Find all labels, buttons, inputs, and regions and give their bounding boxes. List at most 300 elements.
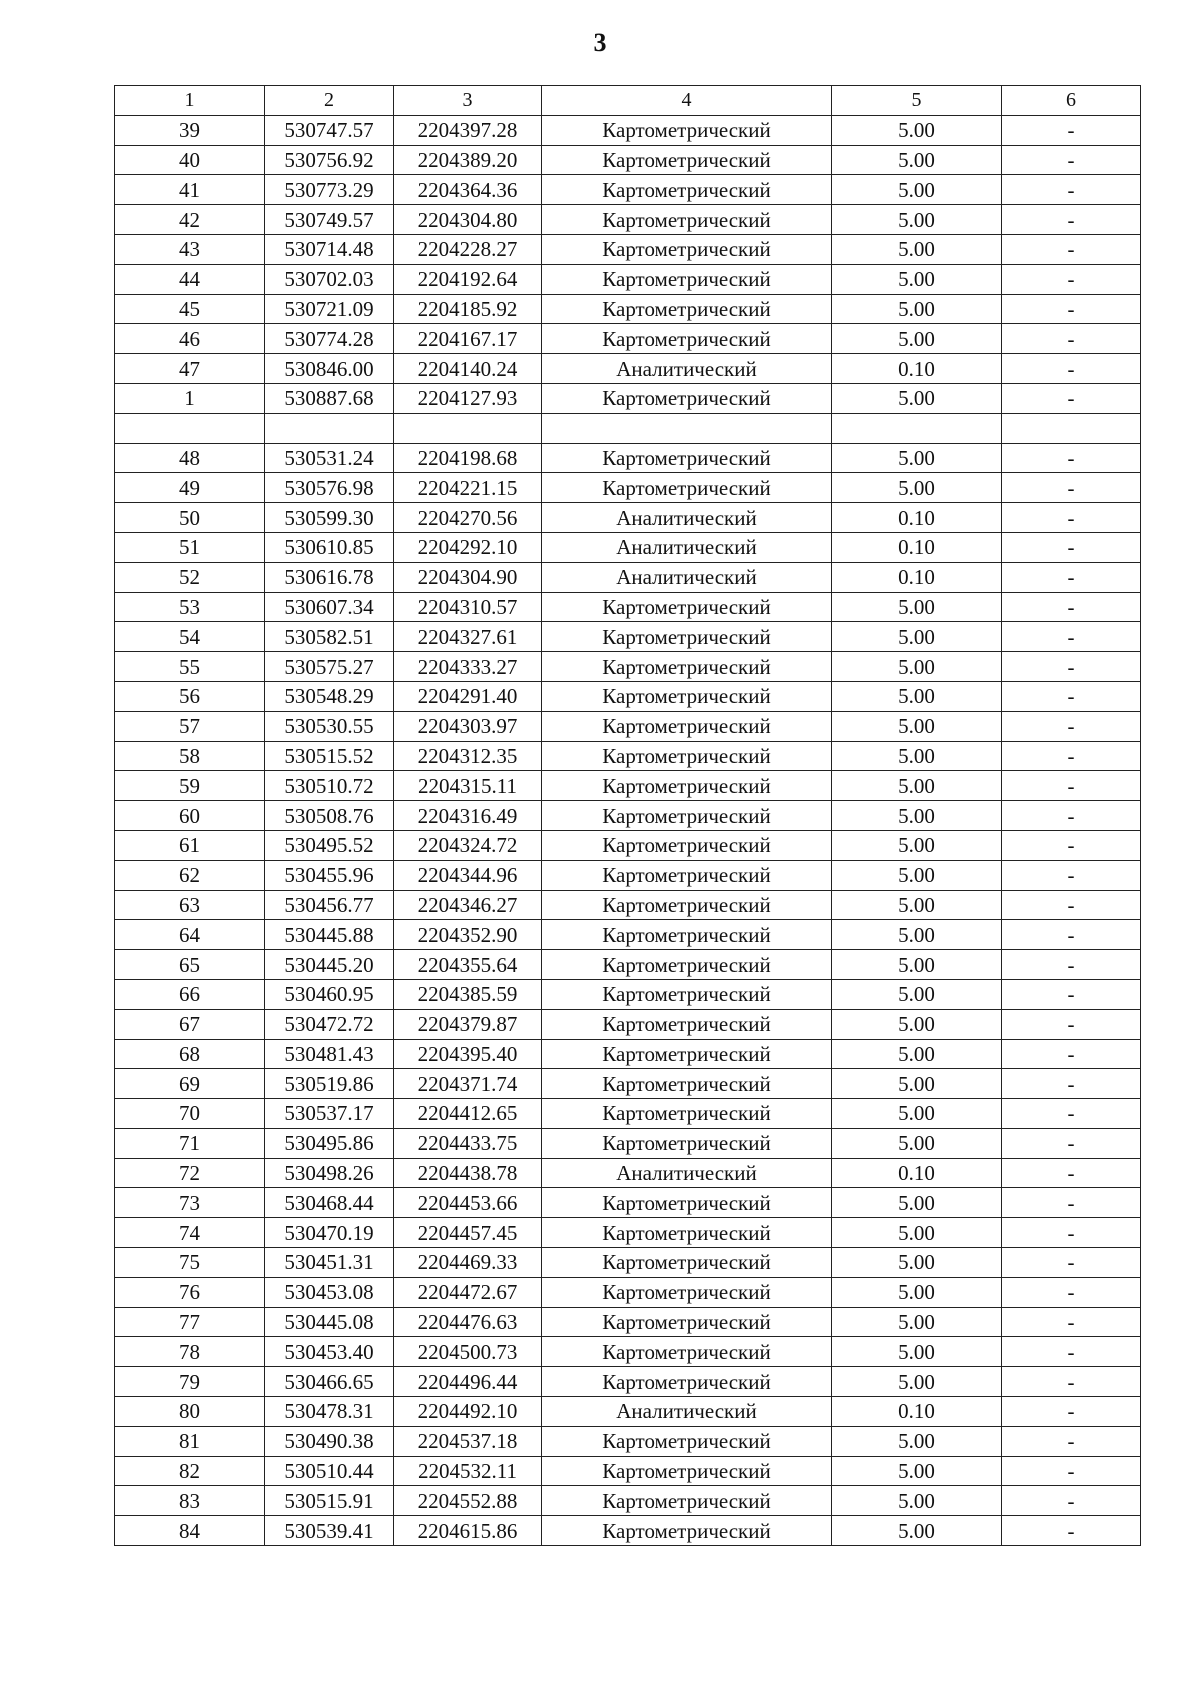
x-coordinate-cell: 530460.95	[265, 979, 394, 1009]
table-row	[115, 1516, 1141, 1546]
accuracy-cell: 5.00	[832, 681, 1002, 711]
accuracy-cell: 5.00	[832, 443, 1002, 473]
note-cell: -	[1002, 1277, 1141, 1307]
method-cell: Картометрический	[542, 592, 832, 622]
y-coordinate-cell: 2204395.40	[394, 1039, 542, 1069]
table-row	[115, 503, 1141, 533]
x-coordinate-cell: 530445.20	[265, 950, 394, 980]
note-cell: -	[1002, 1486, 1141, 1516]
method-cell: Картометрический	[542, 234, 832, 264]
y-coordinate-cell: 2204221.15	[394, 473, 542, 503]
accuracy-cell: 5.00	[832, 383, 1002, 413]
header-cell: 3	[394, 86, 542, 116]
x-coordinate-cell: 530531.24	[265, 443, 394, 473]
method-cell: Картометрический	[542, 115, 832, 145]
y-coordinate-cell: 2204310.57	[394, 592, 542, 622]
x-coordinate-cell: 530472.72	[265, 1009, 394, 1039]
method-cell: Картометрический	[542, 1307, 832, 1337]
method-cell: Картометрический	[542, 1218, 832, 1248]
point-number-cell: 67	[115, 1009, 265, 1039]
x-coordinate-cell: 530508.76	[265, 801, 394, 831]
table-row	[115, 622, 1141, 652]
table-row	[115, 741, 1141, 771]
table-row	[115, 771, 1141, 801]
point-number-cell: 60	[115, 801, 265, 831]
x-coordinate-cell: 530468.44	[265, 1188, 394, 1218]
note-cell: -	[1002, 1188, 1141, 1218]
table-row	[115, 711, 1141, 741]
accuracy-cell: 5.00	[832, 1337, 1002, 1367]
point-number-cell: 78	[115, 1337, 265, 1367]
x-coordinate-cell: 530495.86	[265, 1128, 394, 1158]
x-coordinate-cell: 530515.52	[265, 741, 394, 771]
y-coordinate-cell: 2204476.63	[394, 1307, 542, 1337]
x-coordinate-cell: 530530.55	[265, 711, 394, 741]
x-coordinate-cell: 530445.88	[265, 920, 394, 950]
accuracy-cell: 5.00	[832, 1039, 1002, 1069]
x-coordinate-cell: 530451.31	[265, 1248, 394, 1278]
header-cell: 4	[542, 86, 832, 116]
table-row	[115, 1426, 1141, 1456]
header-cell: 1	[115, 86, 265, 116]
point-number-cell: 47	[115, 354, 265, 384]
accuracy-cell: 5.00	[832, 324, 1002, 354]
table-row	[115, 473, 1141, 503]
y-coordinate-cell	[394, 413, 542, 443]
note-cell: -	[1002, 294, 1141, 324]
x-coordinate-cell: 530519.86	[265, 1069, 394, 1099]
accuracy-cell: 5.00	[832, 950, 1002, 980]
method-cell: Картометрический	[542, 771, 832, 801]
point-number-cell: 56	[115, 681, 265, 711]
table-row	[115, 1307, 1141, 1337]
accuracy-cell: 5.00	[832, 1426, 1002, 1456]
y-coordinate-cell: 2204389.20	[394, 145, 542, 175]
x-coordinate-cell: 530774.28	[265, 324, 394, 354]
x-coordinate-cell: 530453.40	[265, 1337, 394, 1367]
point-number-cell: 74	[115, 1218, 265, 1248]
x-coordinate-cell: 530616.78	[265, 562, 394, 592]
accuracy-cell: 0.10	[832, 354, 1002, 384]
point-number-cell: 49	[115, 473, 265, 503]
x-coordinate-cell: 530575.27	[265, 652, 394, 682]
x-coordinate-cell: 530510.44	[265, 1456, 394, 1486]
method-cell: Картометрический	[542, 145, 832, 175]
method-cell: Картометрический	[542, 1128, 832, 1158]
x-coordinate-cell	[265, 413, 394, 443]
y-coordinate-cell: 2204364.36	[394, 175, 542, 205]
x-coordinate-cell: 530721.09	[265, 294, 394, 324]
method-cell	[542, 413, 832, 443]
point-number-cell: 77	[115, 1307, 265, 1337]
table-row	[115, 1218, 1141, 1248]
method-cell: Картометрический	[542, 1009, 832, 1039]
y-coordinate-cell: 2204385.59	[394, 979, 542, 1009]
table-row	[115, 443, 1141, 473]
header-cell: 5	[832, 86, 1002, 116]
y-coordinate-cell: 2204303.97	[394, 711, 542, 741]
accuracy-cell: 5.00	[832, 979, 1002, 1009]
method-cell: Картометрический	[542, 622, 832, 652]
note-cell: -	[1002, 979, 1141, 1009]
y-coordinate-cell: 2204352.90	[394, 920, 542, 950]
accuracy-cell: 5.00	[832, 115, 1002, 145]
point-number-cell: 48	[115, 443, 265, 473]
table-row	[115, 860, 1141, 890]
point-number-cell: 1	[115, 383, 265, 413]
note-cell: -	[1002, 532, 1141, 562]
point-number-cell: 58	[115, 741, 265, 771]
point-number-cell: 52	[115, 562, 265, 592]
table-row	[115, 1009, 1141, 1039]
x-coordinate-cell: 530756.92	[265, 145, 394, 175]
note-cell: -	[1002, 771, 1141, 801]
point-number-cell: 40	[115, 145, 265, 175]
table-row	[115, 1277, 1141, 1307]
table-row	[115, 1158, 1141, 1188]
method-cell: Аналитический	[542, 532, 832, 562]
note-cell: -	[1002, 503, 1141, 533]
accuracy-cell: 5.00	[832, 473, 1002, 503]
y-coordinate-cell: 2204379.87	[394, 1009, 542, 1039]
method-cell: Картометрический	[542, 920, 832, 950]
note-cell: -	[1002, 1039, 1141, 1069]
method-cell: Картометрический	[542, 1426, 832, 1456]
point-number-cell: 75	[115, 1248, 265, 1278]
accuracy-cell: 0.10	[832, 1158, 1002, 1188]
method-cell: Аналитический	[542, 503, 832, 533]
note-cell: -	[1002, 562, 1141, 592]
x-coordinate-cell: 530714.48	[265, 234, 394, 264]
x-coordinate-cell: 530749.57	[265, 205, 394, 235]
method-cell: Картометрический	[542, 1039, 832, 1069]
accuracy-cell	[832, 413, 1002, 443]
point-number-cell: 61	[115, 830, 265, 860]
point-number-cell: 42	[115, 205, 265, 235]
y-coordinate-cell: 2204438.78	[394, 1158, 542, 1188]
note-cell: -	[1002, 264, 1141, 294]
point-number-cell: 81	[115, 1426, 265, 1456]
point-number-cell: 63	[115, 890, 265, 920]
method-cell: Картометрический	[542, 205, 832, 235]
note-cell: -	[1002, 860, 1141, 890]
accuracy-cell: 5.00	[832, 652, 1002, 682]
note-cell: -	[1002, 1248, 1141, 1278]
y-coordinate-cell: 2204291.40	[394, 681, 542, 711]
y-coordinate-cell: 2204472.67	[394, 1277, 542, 1307]
y-coordinate-cell: 2204333.27	[394, 652, 542, 682]
note-cell: -	[1002, 652, 1141, 682]
accuracy-cell: 5.00	[832, 1367, 1002, 1397]
method-cell: Картометрический	[542, 741, 832, 771]
table-row	[115, 1188, 1141, 1218]
point-number-cell: 41	[115, 175, 265, 205]
table-row	[115, 1367, 1141, 1397]
point-number-cell: 50	[115, 503, 265, 533]
method-cell: Картометрический	[542, 473, 832, 503]
note-cell: -	[1002, 1218, 1141, 1248]
y-coordinate-cell: 2204453.66	[394, 1188, 542, 1218]
method-cell: Картометрический	[542, 294, 832, 324]
x-coordinate-cell: 530481.43	[265, 1039, 394, 1069]
table-row	[115, 1486, 1141, 1516]
x-coordinate-cell: 530599.30	[265, 503, 394, 533]
table-row	[115, 801, 1141, 831]
point-number-cell: 45	[115, 294, 265, 324]
header-cell: 2	[265, 86, 394, 116]
table-row	[115, 413, 1141, 443]
page-number: 3	[593, 28, 607, 57]
x-coordinate-cell: 530582.51	[265, 622, 394, 652]
point-number-cell: 72	[115, 1158, 265, 1188]
accuracy-cell: 5.00	[832, 830, 1002, 860]
table-row	[115, 1248, 1141, 1278]
y-coordinate-cell: 2204615.86	[394, 1516, 542, 1546]
y-coordinate-cell: 2204492.10	[394, 1397, 542, 1427]
note-cell: -	[1002, 711, 1141, 741]
table-row	[115, 205, 1141, 235]
note-cell: -	[1002, 175, 1141, 205]
x-coordinate-cell: 530610.85	[265, 532, 394, 562]
table-row	[115, 1039, 1141, 1069]
note-cell: -	[1002, 1069, 1141, 1099]
method-cell: Картометрический	[542, 1099, 832, 1129]
y-coordinate-cell: 2204327.61	[394, 622, 542, 652]
y-coordinate-cell: 2204469.33	[394, 1248, 542, 1278]
y-coordinate-cell: 2204316.49	[394, 801, 542, 831]
method-cell: Картометрический	[542, 1248, 832, 1278]
note-cell: -	[1002, 1516, 1141, 1546]
method-cell: Картометрический	[542, 175, 832, 205]
y-coordinate-cell: 2204346.27	[394, 890, 542, 920]
y-coordinate-cell: 2204270.56	[394, 503, 542, 533]
point-number-cell: 43	[115, 234, 265, 264]
note-cell	[1002, 413, 1141, 443]
x-coordinate-cell: 530773.29	[265, 175, 394, 205]
accuracy-cell: 5.00	[832, 920, 1002, 950]
method-cell: Картометрический	[542, 950, 832, 980]
y-coordinate-cell: 2204167.17	[394, 324, 542, 354]
y-coordinate-cell: 2204304.80	[394, 205, 542, 235]
point-number-cell: 54	[115, 622, 265, 652]
x-coordinate-cell: 530466.65	[265, 1367, 394, 1397]
point-number-cell: 59	[115, 771, 265, 801]
table-row	[115, 1456, 1141, 1486]
table-row	[115, 145, 1141, 175]
table-body	[115, 86, 1141, 1546]
y-coordinate-cell: 2204412.65	[394, 1099, 542, 1129]
x-coordinate-cell: 530478.31	[265, 1397, 394, 1427]
y-coordinate-cell: 2204192.64	[394, 264, 542, 294]
table-row	[115, 115, 1141, 145]
method-cell: Картометрический	[542, 1277, 832, 1307]
note-cell: -	[1002, 115, 1141, 145]
accuracy-cell: 5.00	[832, 1307, 1002, 1337]
y-coordinate-cell: 2204552.88	[394, 1486, 542, 1516]
accuracy-cell: 5.00	[832, 622, 1002, 652]
table-row	[115, 264, 1141, 294]
method-cell: Картометрический	[542, 1069, 832, 1099]
accuracy-cell: 5.00	[832, 1069, 1002, 1099]
note-cell: -	[1002, 741, 1141, 771]
point-number-cell: 84	[115, 1516, 265, 1546]
x-coordinate-cell: 530453.08	[265, 1277, 394, 1307]
x-coordinate-cell: 530456.77	[265, 890, 394, 920]
accuracy-cell: 0.10	[832, 1397, 1002, 1427]
method-cell: Картометрический	[542, 860, 832, 890]
note-cell: -	[1002, 920, 1141, 950]
method-cell: Картометрический	[542, 890, 832, 920]
point-number-cell: 64	[115, 920, 265, 950]
method-cell: Картометрический	[542, 1188, 832, 1218]
point-number-cell: 57	[115, 711, 265, 741]
table-row	[115, 681, 1141, 711]
table-row	[115, 1337, 1141, 1367]
table-row	[115, 562, 1141, 592]
note-cell: -	[1002, 443, 1141, 473]
note-cell: -	[1002, 354, 1141, 384]
y-coordinate-cell: 2204537.18	[394, 1426, 542, 1456]
method-cell: Картометрический	[542, 1516, 832, 1546]
accuracy-cell: 5.00	[832, 890, 1002, 920]
header-cell: 6	[1002, 86, 1141, 116]
table-row	[115, 294, 1141, 324]
accuracy-cell: 5.00	[832, 145, 1002, 175]
note-cell: -	[1002, 622, 1141, 652]
accuracy-cell: 5.00	[832, 1248, 1002, 1278]
accuracy-cell: 5.00	[832, 1099, 1002, 1129]
point-number-cell: 69	[115, 1069, 265, 1099]
point-number-cell: 76	[115, 1277, 265, 1307]
note-cell: -	[1002, 1128, 1141, 1158]
y-coordinate-cell: 2204457.45	[394, 1218, 542, 1248]
y-coordinate-cell: 2204371.74	[394, 1069, 542, 1099]
x-coordinate-cell: 530548.29	[265, 681, 394, 711]
x-coordinate-cell: 530607.34	[265, 592, 394, 622]
x-coordinate-cell: 530455.96	[265, 860, 394, 890]
x-coordinate-cell: 530470.19	[265, 1218, 394, 1248]
y-coordinate-cell: 2204433.75	[394, 1128, 542, 1158]
y-coordinate-cell: 2204397.28	[394, 115, 542, 145]
table-row	[115, 890, 1141, 920]
table-row	[115, 1128, 1141, 1158]
table-row	[115, 830, 1141, 860]
y-coordinate-cell: 2204355.64	[394, 950, 542, 980]
x-coordinate-cell: 530490.38	[265, 1426, 394, 1456]
y-coordinate-cell: 2204532.11	[394, 1456, 542, 1486]
note-cell: -	[1002, 145, 1141, 175]
note-cell: -	[1002, 1158, 1141, 1188]
method-cell: Картометрический	[542, 801, 832, 831]
accuracy-cell: 5.00	[832, 771, 1002, 801]
method-cell: Картометрический	[542, 1337, 832, 1367]
method-cell: Картометрический	[542, 1367, 832, 1397]
table-row	[115, 354, 1141, 384]
note-cell: -	[1002, 1367, 1141, 1397]
point-number-cell: 82	[115, 1456, 265, 1486]
note-cell: -	[1002, 1099, 1141, 1129]
note-cell: -	[1002, 1456, 1141, 1486]
table-row	[115, 1099, 1141, 1129]
point-number-cell: 71	[115, 1128, 265, 1158]
accuracy-cell: 0.10	[832, 532, 1002, 562]
x-coordinate-cell: 530498.26	[265, 1158, 394, 1188]
accuracy-cell: 5.00	[832, 205, 1002, 235]
note-cell: -	[1002, 1397, 1141, 1427]
point-number-cell: 70	[115, 1099, 265, 1129]
y-coordinate-cell: 2204292.10	[394, 532, 542, 562]
method-cell: Картометрический	[542, 681, 832, 711]
method-cell: Аналитический	[542, 562, 832, 592]
x-coordinate-cell: 530510.72	[265, 771, 394, 801]
method-cell: Картометрический	[542, 264, 832, 294]
method-cell: Картометрический	[542, 711, 832, 741]
x-coordinate-cell: 530576.98	[265, 473, 394, 503]
method-cell: Аналитический	[542, 354, 832, 384]
point-number-cell	[115, 413, 265, 443]
x-coordinate-cell: 530846.00	[265, 354, 394, 384]
accuracy-cell: 5.00	[832, 1009, 1002, 1039]
table-row	[115, 920, 1141, 950]
point-number-cell: 44	[115, 264, 265, 294]
y-coordinate-cell: 2204344.96	[394, 860, 542, 890]
table-row	[115, 1069, 1141, 1099]
accuracy-cell: 5.00	[832, 234, 1002, 264]
accuracy-cell: 5.00	[832, 592, 1002, 622]
method-cell: Картометрический	[542, 652, 832, 682]
note-cell: -	[1002, 681, 1141, 711]
method-cell: Картометрический	[542, 979, 832, 1009]
point-number-cell: 46	[115, 324, 265, 354]
note-cell: -	[1002, 890, 1141, 920]
point-number-cell: 79	[115, 1367, 265, 1397]
x-coordinate-cell: 530445.08	[265, 1307, 394, 1337]
accuracy-cell: 5.00	[832, 1128, 1002, 1158]
method-cell: Картометрический	[542, 324, 832, 354]
note-cell: -	[1002, 950, 1141, 980]
point-number-cell: 65	[115, 950, 265, 980]
note-cell: -	[1002, 234, 1141, 264]
method-cell: Картометрический	[542, 1486, 832, 1516]
note-cell: -	[1002, 801, 1141, 831]
y-coordinate-cell: 2204315.11	[394, 771, 542, 801]
table-row	[115, 532, 1141, 562]
y-coordinate-cell: 2204185.92	[394, 294, 542, 324]
point-number-cell: 39	[115, 115, 265, 145]
point-number-cell: 55	[115, 652, 265, 682]
note-cell: -	[1002, 1337, 1141, 1367]
table-row	[115, 1397, 1141, 1427]
x-coordinate-cell: 530537.17	[265, 1099, 394, 1129]
method-cell: Картометрический	[542, 383, 832, 413]
note-cell: -	[1002, 473, 1141, 503]
accuracy-cell: 5.00	[832, 801, 1002, 831]
y-coordinate-cell: 2204140.24	[394, 354, 542, 384]
y-coordinate-cell: 2204312.35	[394, 741, 542, 771]
table-row	[115, 652, 1141, 682]
table-header-row	[115, 86, 1141, 116]
table-row	[115, 234, 1141, 264]
accuracy-cell: 5.00	[832, 1516, 1002, 1546]
point-number-cell: 51	[115, 532, 265, 562]
accuracy-cell: 5.00	[832, 264, 1002, 294]
accuracy-cell: 5.00	[832, 1188, 1002, 1218]
table-row	[115, 175, 1141, 205]
note-cell: -	[1002, 324, 1141, 354]
table-row	[115, 324, 1141, 354]
x-coordinate-cell: 530747.57	[265, 115, 394, 145]
y-coordinate-cell: 2204127.93	[394, 383, 542, 413]
